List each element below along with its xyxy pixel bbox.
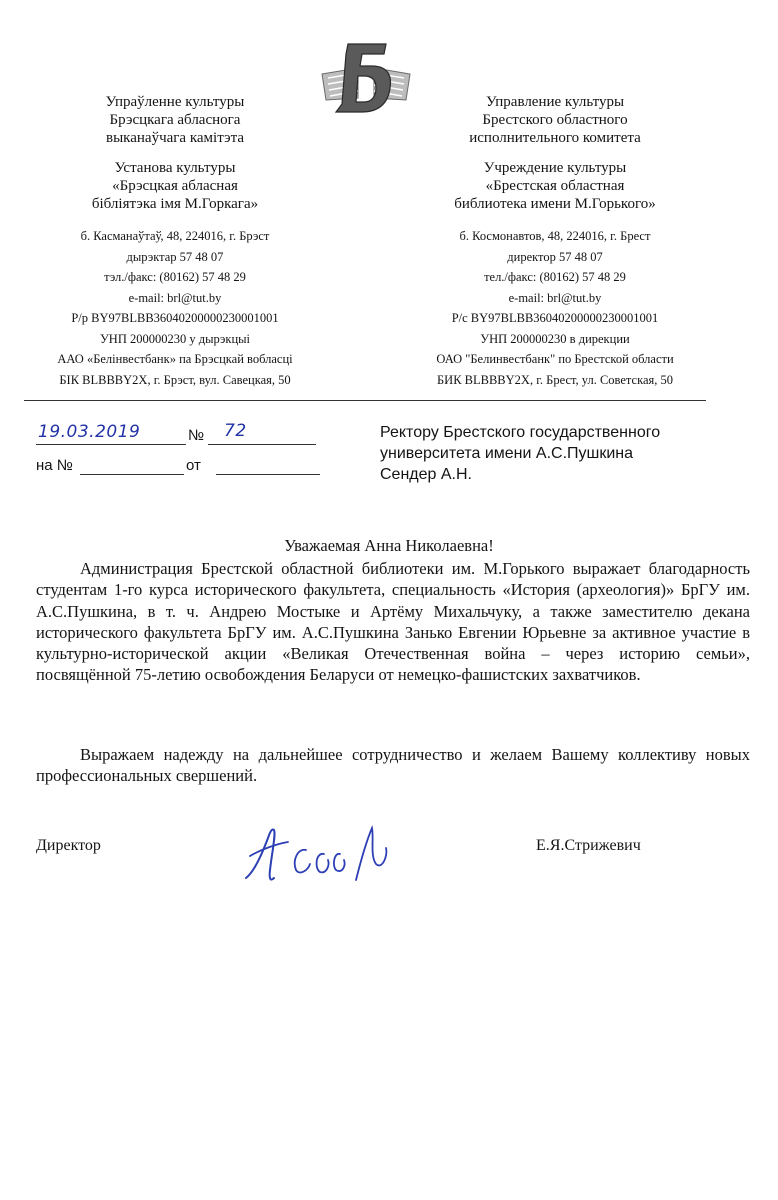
dept-line: Упраўленне культуры bbox=[105, 94, 245, 110]
number-underline bbox=[208, 444, 316, 445]
detail-line: ААО «Белінвестбанк» па Брэсцкай вобласці bbox=[57, 352, 293, 366]
dept-line: Брэсцкага абласнога bbox=[109, 112, 241, 128]
letter-paragraph: Выражаем надежду на дальнейшее сотрудничество и желаем Вашему коллективу новых профессиональных свершений. bbox=[36, 745, 750, 786]
addressee-line: Ректору Брестского государственного bbox=[380, 424, 661, 441]
detail-line: директор 57 48 07 bbox=[507, 249, 603, 264]
signatory-role: Директор bbox=[36, 837, 101, 854]
signatory-name: Е.Я.Стрижевич bbox=[536, 837, 641, 854]
institution-line: бібліятэка імя М.Горкага» bbox=[91, 196, 259, 212]
reply-underline bbox=[80, 474, 184, 475]
institution-line: «Брэсцкая абласная bbox=[112, 178, 238, 194]
reply-label: на № bbox=[36, 457, 73, 474]
number-label: № bbox=[188, 427, 205, 444]
letterhead-belarusian bbox=[10, 93, 340, 390]
detail-line: тэл./факс: (80162) 57 48 29 bbox=[104, 270, 246, 284]
detail-line: ОАО "Белинвестбанк" по Брестской области bbox=[436, 352, 674, 366]
detail-line: Р/с BY97BLBB36040200000230001001 bbox=[451, 311, 659, 325]
dept-line: выканаўчага камітэта bbox=[106, 130, 244, 146]
letterhead-divider bbox=[24, 400, 706, 401]
from-label: от bbox=[186, 457, 201, 474]
detail-line: УНП 200000230 у дырэкцыі bbox=[99, 331, 251, 346]
letterhead-russian bbox=[390, 93, 720, 390]
institution-line: Учреждение культуры bbox=[483, 160, 627, 176]
dept-line: Управление культуры bbox=[485, 94, 625, 110]
handwritten-number: 72 bbox=[224, 421, 247, 441]
letter-paragraph: Администрация Брестской областной библиотеки им. М.Горького выражает благодарность студентам 1-го курса исторического факультета, специальность «История (археология)» БрГУ им. А.С.Пушкина, в т. ч. Андрею Мостыке и Артёму Михальчуку, а также заместителю декана исторического факультета БрГУ им. А.С.Пушкина Занько Евгении Юрьевне за активное участие в культурно-исторической акции «Великая Отечественная война – через историю семьи», посвящённой 75-летию освобождения Беларуси от немецко-фашистских захватчиков. bbox=[36, 559, 750, 685]
detail-line: e-mail: brl@tut.by bbox=[128, 290, 222, 305]
dept-line: Брестского областного bbox=[482, 112, 628, 128]
addressee-line: университета имени А.С.Пушкина bbox=[380, 445, 634, 462]
detail-line: дырэктар 57 48 07 bbox=[126, 249, 224, 264]
detail-line: Р/р BY97BLBB36040200000230001001 bbox=[71, 311, 279, 325]
handwritten-signature bbox=[236, 820, 406, 890]
detail-line: б. Космонавтов, 48, 224016, г. Брест bbox=[459, 229, 651, 243]
handwritten-date: 19.03.2019 bbox=[38, 422, 141, 442]
addressee-block bbox=[380, 422, 760, 485]
institution-line: библиотека имени М.Горького» bbox=[454, 196, 656, 212]
institution-line: «Брестская областная bbox=[485, 178, 625, 194]
detail-line: б. Касманаўтаў, 48, 224016, г. Брэст bbox=[80, 229, 270, 243]
dept-line: исполнительного комитета bbox=[469, 130, 641, 146]
detail-line: УНП 200000230 в дирекции bbox=[480, 331, 630, 346]
detail-line: тел./факс: (80162) 57 48 29 bbox=[484, 270, 626, 284]
from-underline bbox=[216, 474, 320, 475]
detail-line: БИК BLBBBY2X, г. Брест, ул. Советская, 50 bbox=[436, 372, 674, 387]
date-underline bbox=[36, 444, 186, 445]
institution-line: Установа культуры bbox=[114, 160, 236, 176]
greeting: Уважаемая Анна Николаевна! bbox=[284, 536, 494, 555]
detail-line: e-mail: brl@tut.by bbox=[508, 290, 602, 305]
addressee-line: Сендер А.Н. bbox=[380, 466, 472, 483]
detail-line: БІК BLBBBY2X, г. Брэст, вул. Савецкая, 50 bbox=[59, 372, 291, 387]
